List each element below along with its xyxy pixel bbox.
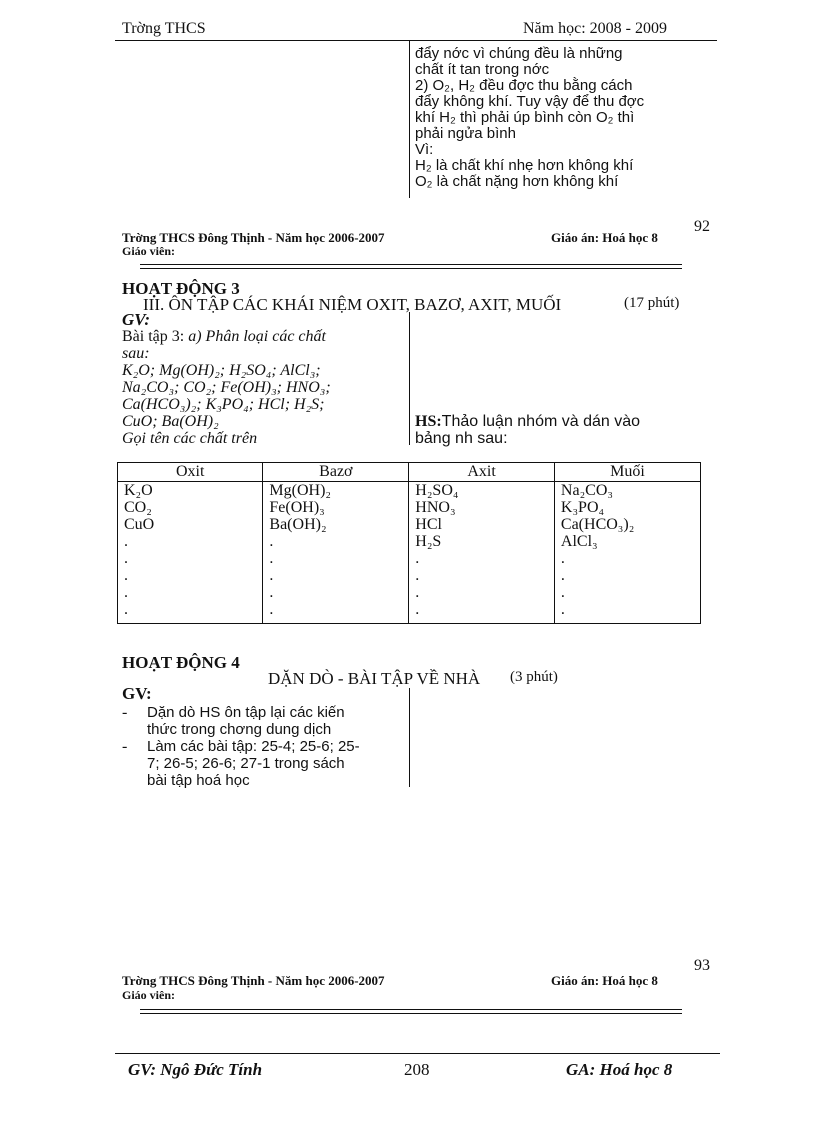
homework-item-1 (147, 704, 345, 738)
footer-school: Trờng THCS Đông Thịnh - Năm học 2006-2007 (122, 973, 385, 988)
column-header: Bazơ (263, 463, 409, 482)
table-cell: Ba(OH)₂ (263, 516, 409, 533)
hs-label: HS: (415, 413, 442, 430)
bullet-dash: - (122, 704, 128, 721)
block1-right-text (415, 46, 644, 190)
activity3-time: (17 phút) (624, 295, 680, 311)
column-header: Oxit (118, 463, 263, 482)
text-line: Làm các bài tập: 25-4; 25-6; 25- (147, 738, 360, 755)
text-line: khí H₂ thì phải úp bình còn O₂ thì (415, 109, 635, 126)
activity3-title: III. ÔN TẬP CÁC KHÁI NIỆM OXIT, BAZƠ, AXIT, MUỐI (143, 295, 562, 314)
activity4-time: (3 phút) (510, 669, 558, 685)
footer-teacher: Giáo viên: (122, 988, 175, 1002)
exercise-line: Ca(HCO₃)₂; K₃PO₄; HCl; H₂S; (122, 396, 325, 413)
table-cell: . (554, 567, 700, 584)
table-cell: . (554, 601, 700, 624)
table-row (118, 533, 701, 550)
exercise-text (122, 328, 331, 447)
text-line: đẩy không khí. Tuy vậy để thu đợc (415, 93, 645, 110)
header-rule (115, 40, 717, 41)
text-line: H₂ là chất khí nhẹ hơn không khí (415, 157, 634, 174)
hs-response (415, 413, 640, 430)
table-cell: HCl (409, 516, 555, 533)
text-line: đẩy nớc vì chúng đều là những (415, 45, 623, 62)
text-line: Vì: (415, 141, 434, 158)
activity3-heading: HOẠT ĐỘNG 3 (122, 279, 240, 298)
text-line: bài tập hoá học (147, 772, 250, 789)
table-cell: . (554, 584, 700, 601)
footer-subject: GA: Hoá học 8 (566, 1060, 673, 1079)
table-cell: HNO₃ (409, 499, 555, 516)
table-cell: . (409, 550, 555, 567)
text-line: phải ngửa bình (415, 125, 516, 142)
activity4-title: DẶN DÒ - BÀI TẬP VỀ NHÀ (268, 669, 481, 688)
header-school: Trờng THCS (122, 20, 206, 37)
hs-text-2: bảng nh sau: (415, 430, 508, 447)
activity4-gv-label: GV: (122, 684, 152, 703)
footer-lesson: Giáo án: Hoá học 8 (551, 230, 658, 245)
classification-table (117, 462, 701, 624)
table-row (118, 499, 701, 516)
exercise-line: Gọi tên các chất trên (122, 430, 258, 447)
footer-teacher: Giáo viên: (122, 244, 175, 258)
footer-rule (140, 1009, 682, 1010)
exercise-line: a) Phân loại các chất (188, 328, 326, 345)
table-cell: H₂S (409, 533, 555, 550)
footer-rule (140, 264, 682, 265)
column-divider (409, 688, 410, 787)
column-header: Axit (409, 463, 555, 482)
column-divider (409, 312, 410, 445)
text-line: Dặn dò HS ôn tập lại các kiến (147, 704, 345, 721)
column-divider (409, 41, 410, 198)
table-cell: Fe(OH)₃ (263, 499, 409, 516)
text-line: 7; 26-5; 26-6; 27-1 trong sách (147, 755, 345, 772)
text-line: chất ít tan trong nớc (415, 61, 550, 78)
table-cell: . (118, 567, 263, 584)
table-cell: K₃PO₄ (554, 499, 700, 516)
table-cell: . (263, 584, 409, 601)
text-line: 2) O₂, H₂ đều đợc thu bằng cách (415, 77, 633, 94)
page-number: 93 (694, 957, 710, 974)
text-line: O₂ là chất nặng hơn không khí (415, 173, 619, 190)
table-cell: CO₂ (118, 499, 263, 516)
footer-lesson: Giáo án: Hoá học 8 (551, 973, 658, 988)
exercise-line: sau: (122, 345, 150, 362)
table-row (118, 482, 701, 500)
table-cell: Mg(OH)₂ (263, 482, 409, 500)
table-cell: AlCl₃ (554, 533, 700, 550)
table-row (118, 550, 701, 567)
exercise-line: Na₂CO₃; CO₂; Fe(OH)₃; HNO₃; (122, 379, 331, 396)
exercise-line: K₂O; Mg(OH)₂; H₂SO₄; AlCl₃; (122, 362, 321, 379)
table-row (118, 567, 701, 584)
footer-page-number: 208 (404, 1060, 430, 1079)
exercise-line: CuO; Ba(OH)₂ (122, 413, 219, 430)
table-cell: . (409, 584, 555, 601)
footer-rule (140, 268, 682, 269)
table-cell: . (263, 533, 409, 550)
page-footer-rule (115, 1053, 720, 1054)
activity4-heading: HOẠT ĐỘNG 4 (122, 653, 240, 672)
header-year: Năm học: 2008 - 2009 (523, 20, 667, 37)
hs-text: Thảo luận nhóm và dán vào (441, 413, 641, 430)
table-cell: . (118, 601, 263, 624)
table-cell: . (409, 567, 555, 584)
table-cell: . (118, 533, 263, 550)
table-cell: Ca(HCO₃)₂ (554, 516, 700, 533)
footer-teacher-name: GV: Ngô Đức Tính (128, 1060, 263, 1079)
table-row (118, 516, 701, 533)
table-cell: . (554, 550, 700, 567)
page-number: 92 (694, 218, 710, 235)
table-row (118, 601, 701, 624)
table-cell: . (263, 550, 409, 567)
table-cell: Na₂CO₃ (554, 482, 700, 500)
table-header-row (118, 463, 701, 482)
table-cell: . (118, 550, 263, 567)
exercise-prefix: Bài tập 3: (122, 328, 185, 345)
table-cell: . (263, 601, 409, 624)
table-cell: CuO (118, 516, 263, 533)
homework-item-2 (147, 738, 360, 789)
table-cell: . (263, 567, 409, 584)
column-header: Muối (554, 463, 700, 482)
table-cell: K₂O (118, 482, 263, 500)
text-line: thức trong chơng dung dịch (147, 721, 332, 738)
table-cell: . (409, 601, 555, 624)
table-row (118, 584, 701, 601)
footer-rule (140, 1013, 682, 1014)
footer-school: Trờng THCS Đông Thịnh - Năm học 2006-2007 (122, 230, 385, 245)
activity3-gv-label: GV: (122, 310, 151, 329)
bullet-dash: - (122, 738, 128, 755)
table-cell: . (118, 584, 263, 601)
table-cell: H₂SO₄ (409, 482, 555, 500)
